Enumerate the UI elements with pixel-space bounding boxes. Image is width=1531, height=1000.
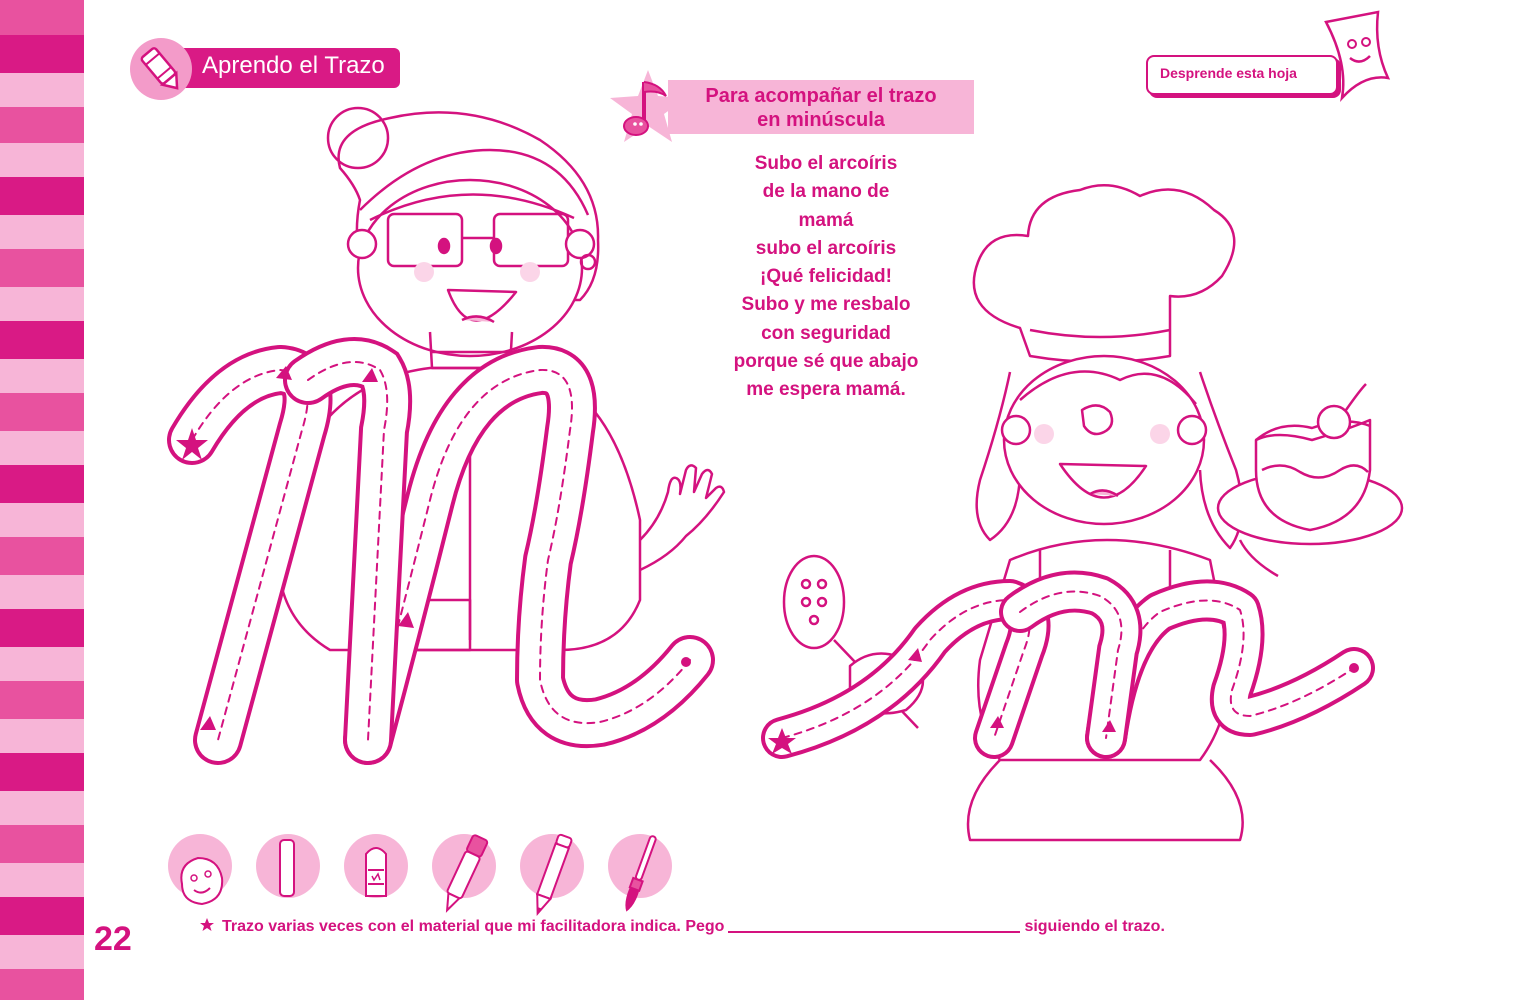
pencil-tool — [520, 834, 584, 898]
song-line: Subo el arcoíris — [754, 153, 898, 174]
answer-blank-line[interactable] — [728, 931, 1020, 933]
tear-off-label: Desprende esta hoja — [1160, 65, 1297, 81]
page-number: 22 — [94, 920, 132, 958]
song-title-line-1: Para acompañar el trazo — [705, 85, 937, 107]
marker-icon — [432, 834, 496, 924]
song-line: subo el arcoíris — [755, 237, 897, 259]
paintbrush-tool — [608, 834, 672, 898]
song-line: de la mano de — [762, 181, 890, 203]
instruction-text-end: siguiendo el trazo. — [1024, 918, 1165, 935]
section-title: Aprendo el Trazo — [202, 52, 385, 79]
materials-row — [168, 820, 688, 920]
paintbrush-icon — [608, 834, 672, 924]
crayon-icon — [344, 834, 408, 924]
song-line: porque sé que abajo — [733, 351, 919, 373]
crayon-tool — [344, 834, 408, 898]
sponge-tool — [168, 834, 232, 898]
star-icon — [200, 918, 214, 932]
song-line: ¡Qué felicidad! — [760, 266, 892, 288]
marker-tool — [432, 834, 496, 898]
large-letter-m-trace — [176, 362, 691, 740]
chalk-icon — [256, 834, 320, 924]
song-line: Subo y me resbalo — [741, 294, 911, 316]
song-line: con seguridad — [761, 322, 891, 344]
song-line: me espera mamá. — [746, 379, 906, 401]
instruction — [200, 918, 1300, 936]
pencil-icon — [520, 834, 584, 924]
song-title-line-2: en minúscula — [757, 109, 885, 131]
sponge-icon — [168, 834, 232, 924]
song-line: mamá — [798, 209, 854, 231]
instruction-text: Trazo varias veces con el material que mi facilitadora indica. Pego — [222, 918, 725, 935]
chalk-tool — [256, 834, 320, 898]
